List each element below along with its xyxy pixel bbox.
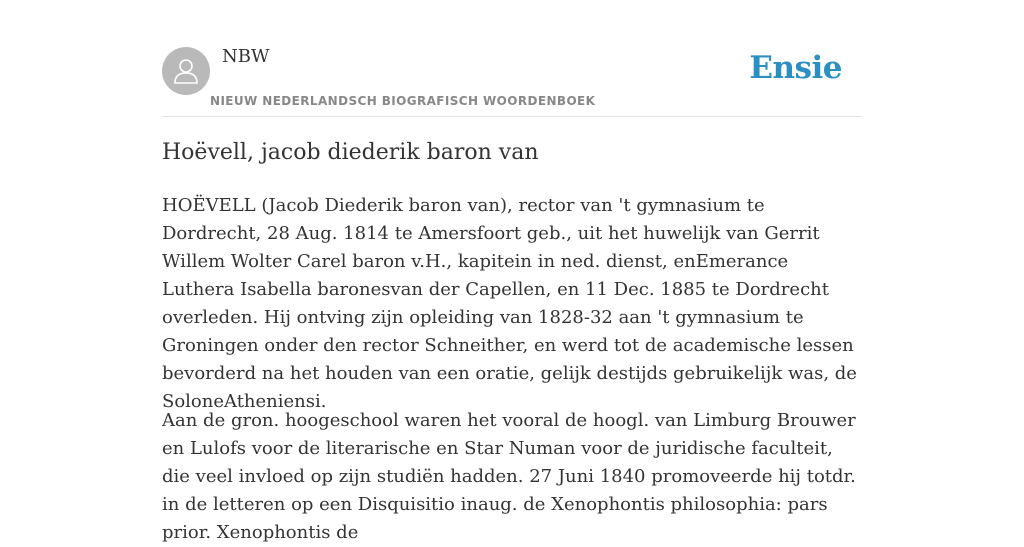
page-content (162, 0, 862, 543)
source-header (162, 0, 862, 117)
article-title: Hoëvell, jacob diederik baron van (162, 140, 539, 165)
ensie-logo[interactable]: Ensie (749, 50, 842, 86)
article-paragraph: Aan de gron. hoogeschool waren het vooral de hoogl. van Limburg Brouwer en Lulofs voor de literarische en Star Numan voor de juridische faculteit, die veel invloed op zijn studiën hadden. 27 Juni 1840 promoveerde hij totdr. in de letteren op een Disquisitio inaug. de Xenophontis philosophia: pars prior. Xenophontis de (162, 410, 856, 543)
avatar[interactable] (162, 47, 210, 95)
article-paragraph: HOËVELL (Jacob Diederik baron van), rector van 't gymnasium te Dordrecht, 28 Aug. 1814 te Amersfoort geb., uit het huwelijk van Gerrit Willem Wolter Carel baron v.H., kapitein in ned. dienst, enEmerance Luthera Isabella baronesvan der Capellen, en 11 Dec. 1885 te Dordrecht overleden. Hij ontving zijn opleiding van 1828-32 aan 't gymnasium te Groningen onder den rector Schneither, en werd tot de academische lessen bevorderd na het houden van een oratie, gelijk destijds gebruikelijk was, de SoloneAtheniensi. (162, 195, 857, 412)
source-subtitle: NIEUW NEDERLANDSCH BIOGRAFISCH WOORDENBOEK (210, 94, 596, 108)
source-name[interactable]: NBW (222, 46, 270, 67)
user-icon (173, 57, 199, 85)
